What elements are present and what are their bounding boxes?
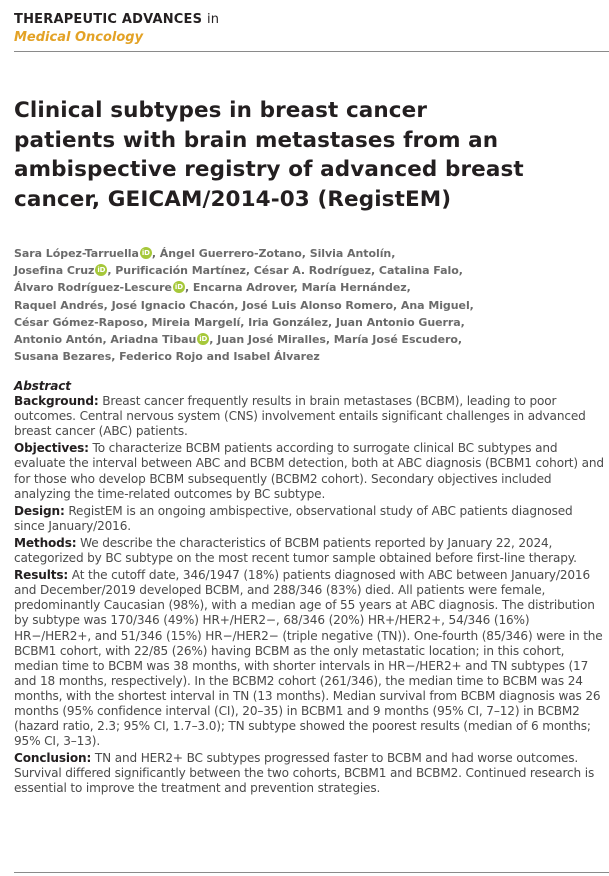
abstract-conclusion [14, 751, 606, 796]
orcid-icon[interactable]: iD [141, 249, 150, 257]
abstract-background [14, 394, 606, 439]
journal-header [14, 11, 219, 47]
section-label: Methods: [14, 535, 77, 550]
journal-name: THERAPEUTIC ADVANCES [14, 12, 203, 27]
section-text: At the cutoff date, 346/1947 (18%) patients diagnosed with ABC between January/2016 and December/2019 developed BCBM, and 288/346 (83%) died. All patients were female, predominantly Caucasian (98%), with a median age of 55 years at ABC diagnosis. The distribution by subtype was 170/346 (49%) HR+/HER2−, 68/346 (20%) HR+/HER2+, 54/346 (16%) HR−/HER2+, and 51/346 (15%) HR−/HER2− (triple negative (TN)). One-fourth (85/346) were in the BCBM1 cohort, with 22/85 (26%) having BCBM as the only metastatic location; in this cohort, median time to BCBM was 38 months, with shorter intervals in HR−/HER2+ and TN subtypes (17 and 18 months, respectively). In the BCBM2 cohort (261/346), the median time to BCBM was 24 months, with the shortest interval in TN (13 months). Median survival from BCBM diagnosis was 26 months (95% confidence interval (CI), 20–35) in BCBM1 and 9 months (95% CI, 7–12) in BCBM2 (hazard ratio, 2.3; 95% CI, 1.7–3.0); TN subtype showed the poorest results (median of 6 months; 95% CI, 3–13). [14, 568, 603, 749]
title-line: patients with brain metastases from an [14, 127, 499, 153]
author-name[interactable]: Antonio Antón, Ariadna Tibau [14, 333, 197, 347]
section-label: Background: [14, 394, 99, 409]
section-label: Design: [14, 503, 65, 518]
abstract-design [14, 504, 606, 534]
journal-name-suffix: in [206, 12, 220, 27]
author-names: , Encarna Adrover, María Hernández, [184, 281, 411, 295]
abstract [14, 379, 606, 799]
orcid-icon[interactable]: iD [199, 335, 208, 344]
author-name[interactable]: Josefina Cruz [14, 264, 95, 278]
section-text: Breast cancer frequently results in brain metastases (BCBM), leading to poor outcomes. Central nervous system (CNS) involvement entails significant challenges in advanced breast cancer (ABC) patients. [14, 394, 586, 439]
abstract-objectives [14, 441, 606, 501]
orcid-icon[interactable]: iD [97, 266, 106, 275]
section-label: Objectives: [14, 441, 89, 456]
journal-name-line [14, 11, 219, 29]
author-names: , Purificación Martínez, César A. Rodríguez, Catalina Falo, [107, 264, 463, 278]
footer-divider [14, 872, 609, 873]
article-title [14, 96, 599, 214]
section-text: To characterize BCBM patients according to surrogate clinical BC subtypes and evaluate the interval between ABC and BCBM detection, both at ABC diagnosis (BCBM1 cohort) and for those who develop BCBM subsequently (BCBM2 cohort). Secondary objectives included analyzing the time-related outcomes by BC subtype. [14, 441, 604, 501]
abstract-results [14, 568, 606, 749]
author-names: , Ángel Guerrero-Zotano, Silvia Antolín, [151, 247, 396, 260]
header-divider [14, 51, 609, 52]
abstract-heading: Abstract [14, 379, 71, 393]
section-text: We describe the characteristics of BCBM patients reported by January 22, 2024, categorized by BC subtype on the most recent tumor sample obtained before first-line therapy. [14, 535, 577, 566]
section-label: Conclusion: [14, 751, 92, 766]
section-text: TN and HER2+ BC subtypes progressed faster to BCBM and had worse outcomes. Survival differed significantly between the two cohorts, BCBM1 and BCBM2. Continued research is essential to improve the treatment and prevention strategies. [14, 751, 595, 796]
abstract-methods [14, 536, 606, 566]
author-names: César Gómez-Raposo, Mireia Margelí, Iria González, Juan Antonio Guerra, [14, 315, 465, 329]
orcid-icon[interactable]: iD [174, 283, 184, 292]
author-name[interactable]: Álvaro Rodríguez-Lescure [14, 281, 172, 295]
title-line: cancer, GEICAM/2014-03 (RegistEM) [14, 186, 452, 212]
section-text: RegistEM is an ongoing ambispective, observational study of ABC patients diagnosed since January/2016. [14, 503, 573, 533]
author-names: Raquel Andrés, José Ignacio Chacón, José Luis Alonso Romero, Ana Miguel, [14, 298, 474, 312]
author-name[interactable]: Sara López-Tarruella [14, 247, 139, 260]
title-line: Clinical subtypes in breast cancer [14, 98, 428, 123]
author-list [14, 245, 604, 365]
journal-section: Medical Oncology [14, 30, 144, 45]
section-label: Results: [14, 568, 69, 583]
author-names: Susana Bezares, Federico Rojo and Isabel Álvarez [14, 350, 320, 364]
title-line: ambispective registry of advanced breast [14, 157, 524, 182]
author-names: , Juan José Miralles, María José Escudero, [209, 333, 462, 347]
